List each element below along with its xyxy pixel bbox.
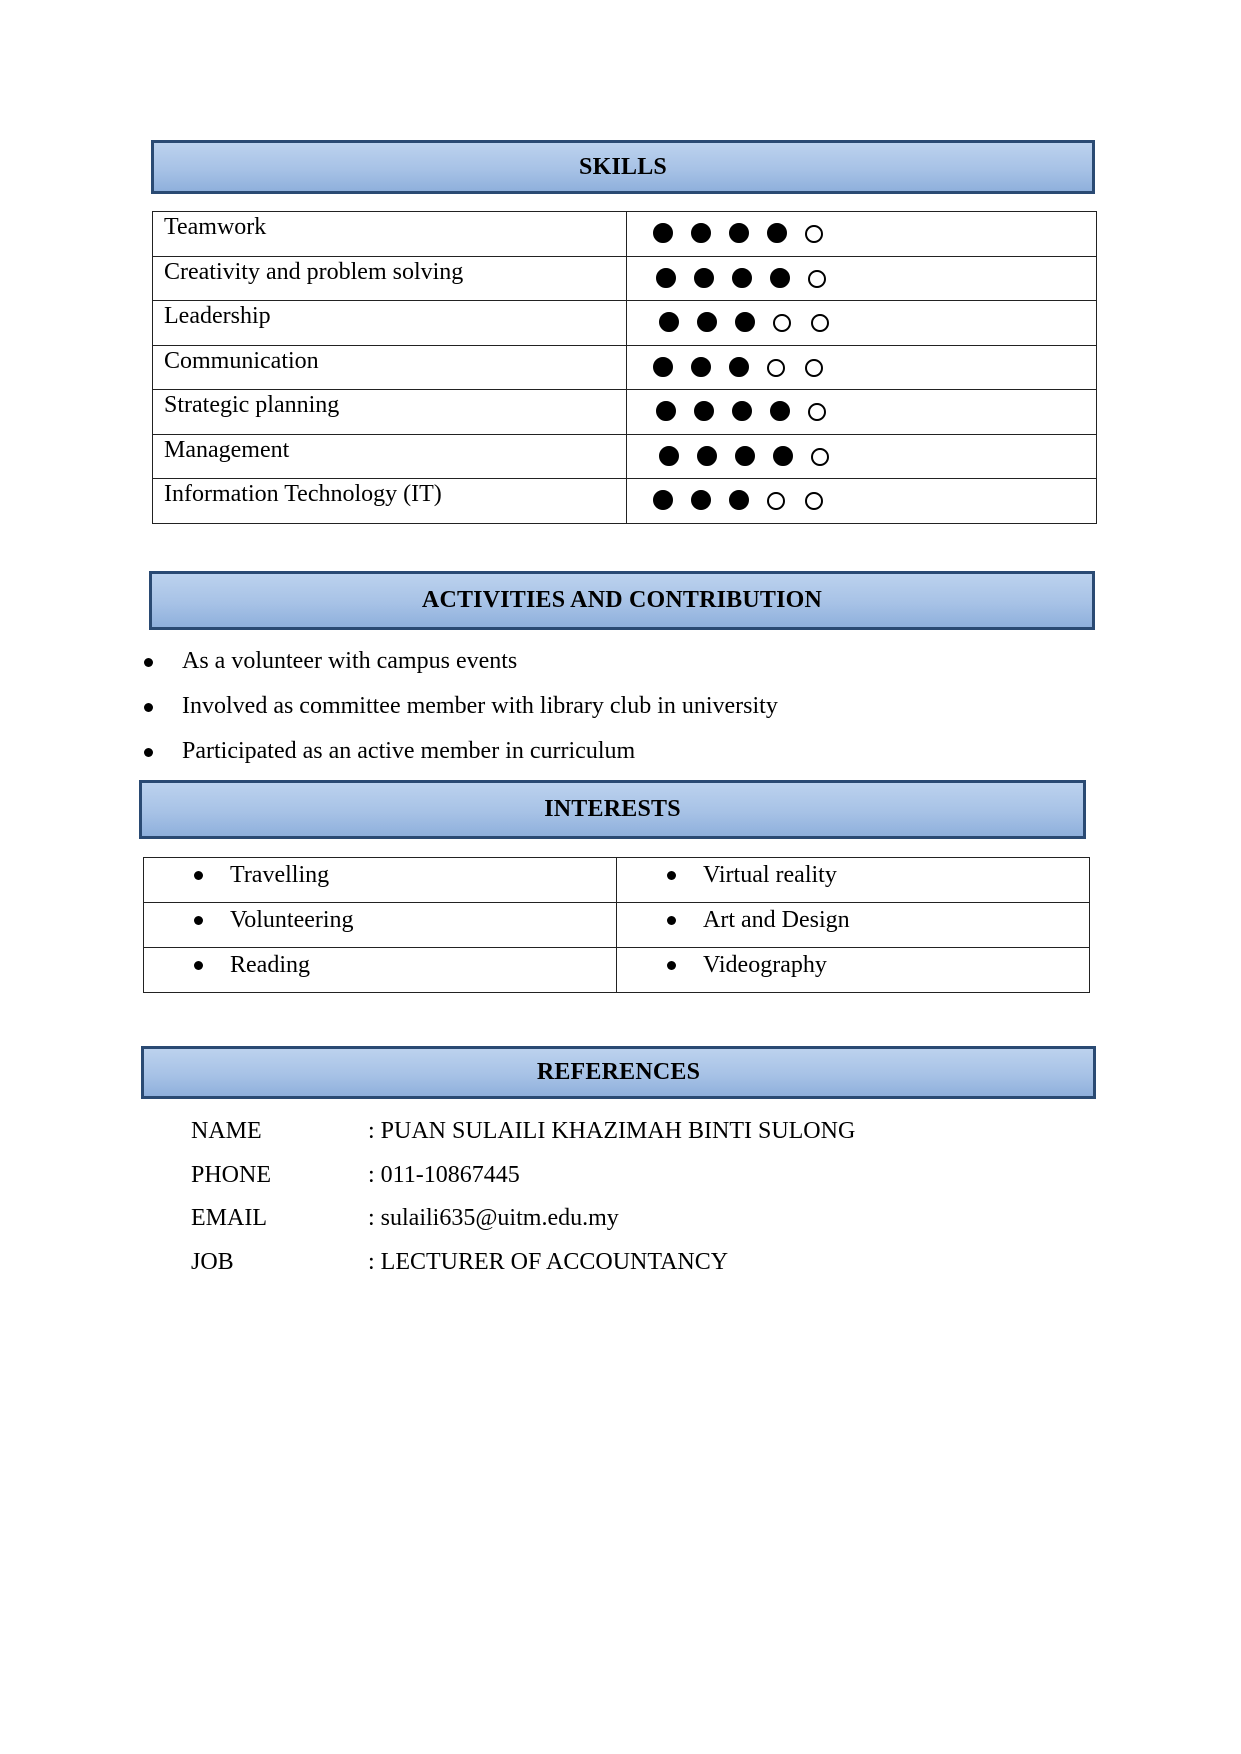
skills-table xyxy=(152,211,1097,524)
empty-dot-icon xyxy=(805,359,823,377)
filled-dot-icon xyxy=(729,223,749,243)
interest-item: Virtual reality xyxy=(617,858,1089,902)
bullet-icon xyxy=(194,916,203,925)
empty-dot-icon xyxy=(805,225,823,243)
skill-row xyxy=(153,479,1097,524)
table-row xyxy=(144,948,1090,993)
empty-dot-icon xyxy=(773,314,791,332)
skill-row xyxy=(153,345,1097,390)
skill-rating xyxy=(627,479,1097,524)
filled-dot-icon xyxy=(694,401,714,421)
filled-dot-icon xyxy=(659,312,679,332)
skill-row xyxy=(153,301,1097,346)
reference-key: JOB xyxy=(191,1248,234,1275)
reference-key: PHONE xyxy=(191,1161,272,1188)
filled-dot-icon xyxy=(735,312,755,332)
empty-dot-icon xyxy=(767,492,785,510)
filled-dot-icon xyxy=(659,446,679,466)
table-row xyxy=(144,903,1090,948)
skill-row xyxy=(153,212,1097,257)
interest-item: Videography xyxy=(617,948,1089,992)
filled-dot-icon xyxy=(732,401,752,421)
bullet-icon xyxy=(667,961,676,970)
filled-dot-icon xyxy=(729,357,749,377)
filled-dot-icon xyxy=(697,446,717,466)
interest-item: Art and Design xyxy=(617,903,1089,947)
empty-dot-icon xyxy=(811,448,829,466)
skill-label: Communication xyxy=(153,345,627,390)
filled-dot-icon xyxy=(691,490,711,510)
reference-key: NAME xyxy=(191,1118,262,1144)
list-item: Involved as committee member with library club in university xyxy=(140,691,778,736)
activities-list xyxy=(140,646,778,781)
reference-value: : PUAN SULAILI KHAZIMAH BINTI SULONG xyxy=(368,1118,856,1144)
filled-dot-icon xyxy=(653,223,673,243)
filled-dot-icon xyxy=(773,446,793,466)
list-item: Participated as an active member in curriculum xyxy=(140,736,778,781)
filled-dot-icon xyxy=(694,268,714,288)
bullet-icon xyxy=(667,871,676,880)
filled-dot-icon xyxy=(653,490,673,510)
empty-dot-icon xyxy=(811,314,829,332)
empty-dot-icon xyxy=(805,492,823,510)
skill-rating xyxy=(627,301,1097,346)
skill-rating xyxy=(627,256,1097,301)
filled-dot-icon xyxy=(697,312,717,332)
filled-dot-icon xyxy=(656,268,676,288)
references-heading: REFERENCES xyxy=(141,1046,1096,1099)
skill-label: Leadership xyxy=(153,301,627,346)
skill-row xyxy=(153,256,1097,301)
interest-item: Volunteering xyxy=(144,903,616,947)
filled-dot-icon xyxy=(770,401,790,421)
filled-dot-icon xyxy=(691,357,711,377)
skill-rating xyxy=(627,212,1097,257)
reference-value: : sulaili635@uitm.edu.my xyxy=(368,1205,619,1231)
interests-heading: INTERESTS xyxy=(139,780,1086,839)
skill-rating xyxy=(627,345,1097,390)
reference-value: : 011-10867445 xyxy=(368,1161,520,1188)
reference-value: : LECTURER OF ACCOUNTANCY xyxy=(368,1248,729,1275)
filled-dot-icon xyxy=(691,223,711,243)
skills-heading: SKILLS xyxy=(151,140,1095,194)
empty-dot-icon xyxy=(808,270,826,288)
skill-rating xyxy=(627,434,1097,479)
filled-dot-icon xyxy=(732,268,752,288)
skill-row xyxy=(153,434,1097,479)
interests-table xyxy=(143,857,1090,993)
skill-label: Management xyxy=(153,434,627,479)
skill-label: Creativity and problem solving xyxy=(153,256,627,301)
empty-dot-icon xyxy=(808,403,826,421)
bullet-icon xyxy=(667,916,676,925)
interest-item: Travelling xyxy=(144,858,616,902)
table-row xyxy=(144,858,1090,903)
skill-label: Information Technology (IT) xyxy=(153,479,627,524)
skill-row xyxy=(153,390,1097,435)
bullet-icon xyxy=(194,961,203,970)
filled-dot-icon xyxy=(767,223,787,243)
empty-dot-icon xyxy=(767,359,785,377)
interest-item: Reading xyxy=(144,948,616,992)
filled-dot-icon xyxy=(653,357,673,377)
skill-label: Teamwork xyxy=(153,212,627,257)
filled-dot-icon xyxy=(770,268,790,288)
skill-rating xyxy=(627,390,1097,435)
reference-key: EMAIL xyxy=(191,1205,267,1231)
skill-label: Strategic planning xyxy=(153,390,627,435)
filled-dot-icon xyxy=(729,490,749,510)
filled-dot-icon xyxy=(735,446,755,466)
list-item: As a volunteer with campus events xyxy=(140,646,778,691)
activities-heading: ACTIVITIES AND CONTRIBUTION xyxy=(149,571,1095,630)
bullet-icon xyxy=(194,871,203,880)
filled-dot-icon xyxy=(656,401,676,421)
